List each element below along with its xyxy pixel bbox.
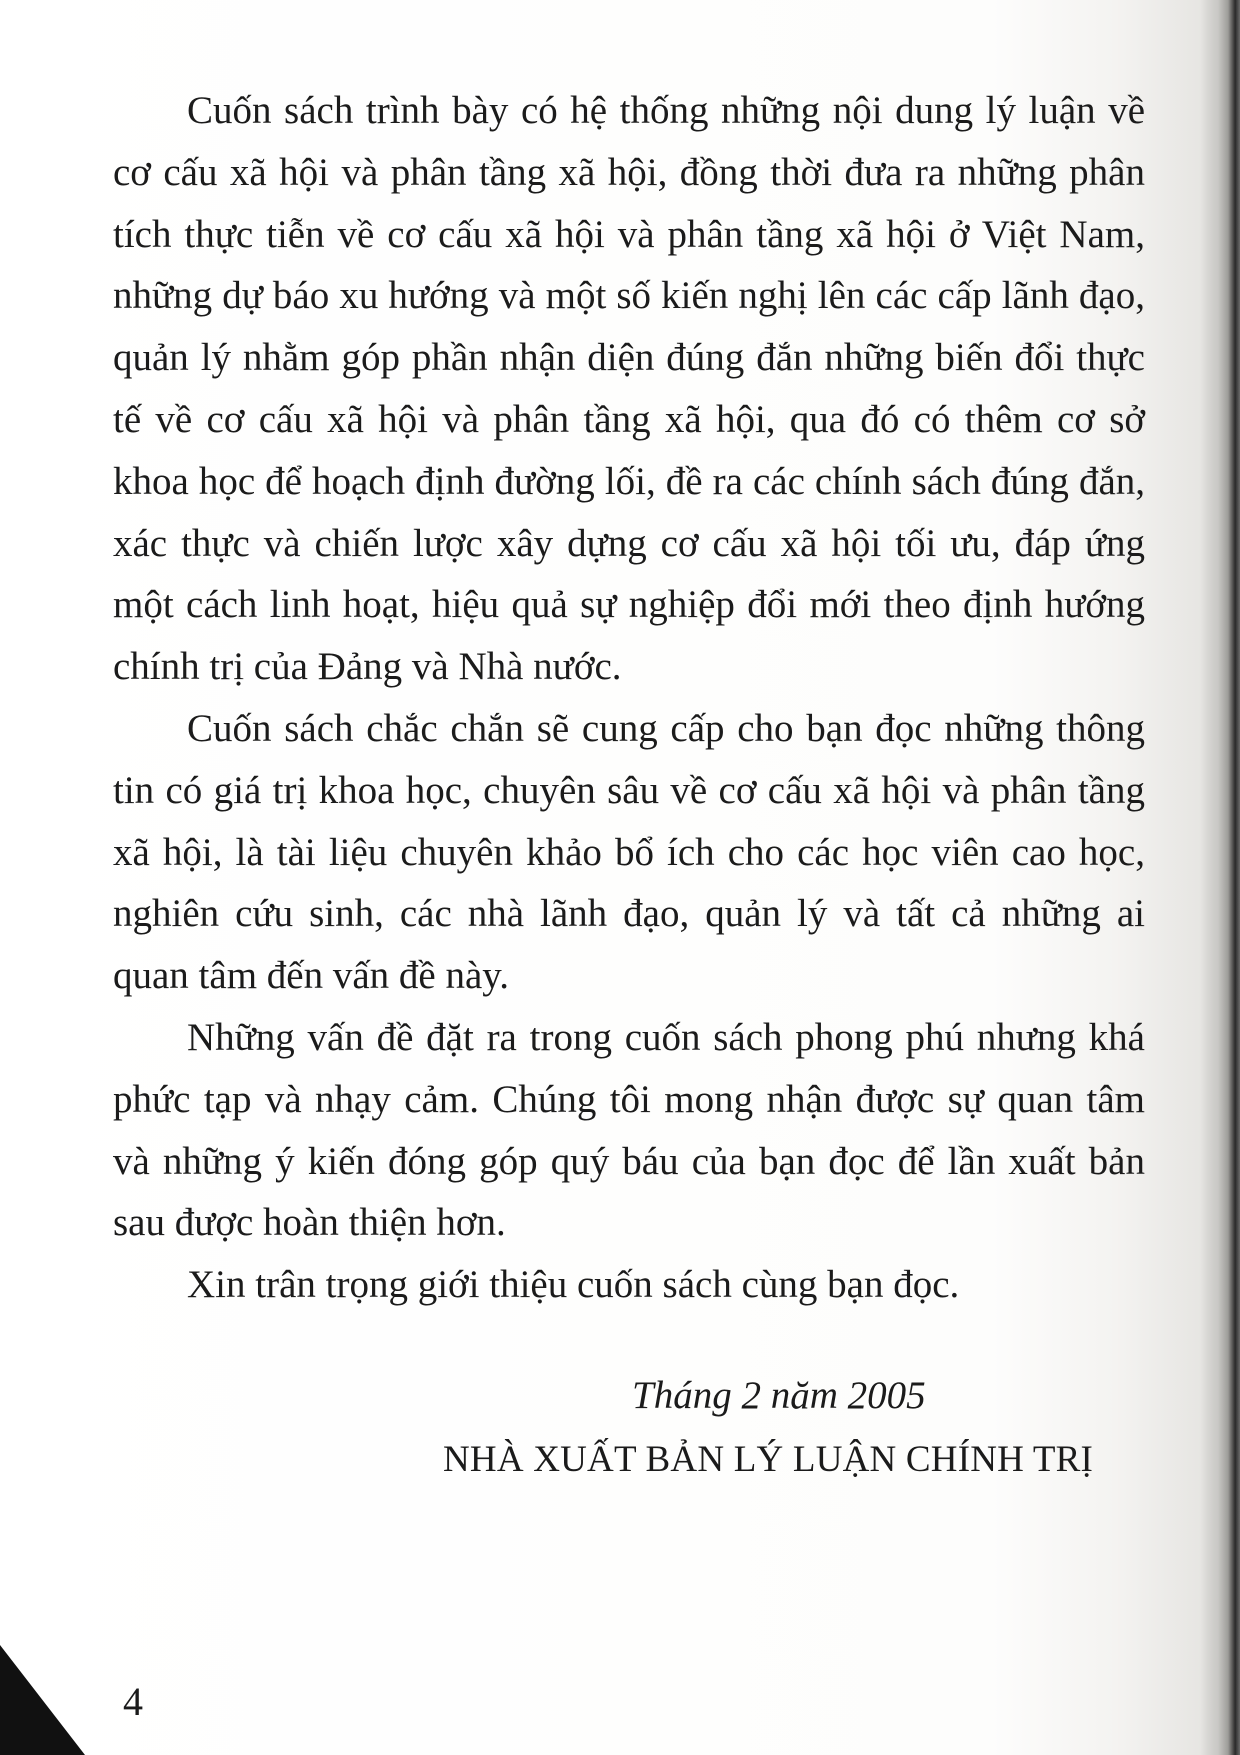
corner-shadow <box>0 1645 85 1755</box>
paragraph-1: Cuốn sách trình bày có hệ thống những nội dung lý luận về cơ cấu xã hội và phân tầng xã hội, đồng thời đưa ra những phân tích thực tiễn về cơ cấu xã hội và phân tầng xã hội ở Việt Nam, những dự báo xu hướng và một số kiến nghị lên các cấp lãnh đạo, quản lý nhằm góp phần nhận diện đúng đắn những biến đổi thực tế về cơ cấu xã hội và phân tầng xã hội, qua đó có thêm cơ sở khoa học để hoạch định đường lối, đề ra các chính sách đúng đắn, xác thực và chiến lược xây dựng cơ cấu xã hội tối ưu, đáp ứng một cách linh hoạt, hiệu quả sự nghiệp đổi mới theo định hướng chính trị của Đảng và Nhà nước. <box>113 89 1145 689</box>
publication-date: Tháng 2 năm 2005 <box>632 1374 926 1417</box>
paragraph-2: Cuốn sách chắc chắn sẽ cung cấp cho bạn đọc những thông tin có giá trị khoa học, chuyên sâu về cơ cấu xã hội và phân tầng xã hội, là tài liệu chuyên khảo bổ ích cho các học viên cao học, nghiên cứu sinh, các nhà lãnh đạo, quản lý và tất cả những ai quan tâm đến vấn đề này. <box>113 706 1145 998</box>
page-number: 4 <box>123 1679 143 1724</box>
page-binding-edge <box>1200 0 1240 1755</box>
closing-line: Xin trân trọng giới thiệu cuốn sách cùng bạn đọc. <box>187 1263 960 1307</box>
body-text <box>113 80 1145 1316</box>
paragraph-3: Những vấn đề đặt ra trong cuốn sách phong phú nhưng khá phức tạp và nhạy cảm. Chúng tôi mong nhận được sự quan tâm và những ý kiến đóng góp quý báu của bạn đọc để lần xuất bản sau được hoàn thiện hơn. <box>113 1015 1145 1245</box>
publisher-name: NHÀ XUẤT BẢN LÝ LUẬN CHÍNH TRỊ <box>443 1439 1094 1480</box>
